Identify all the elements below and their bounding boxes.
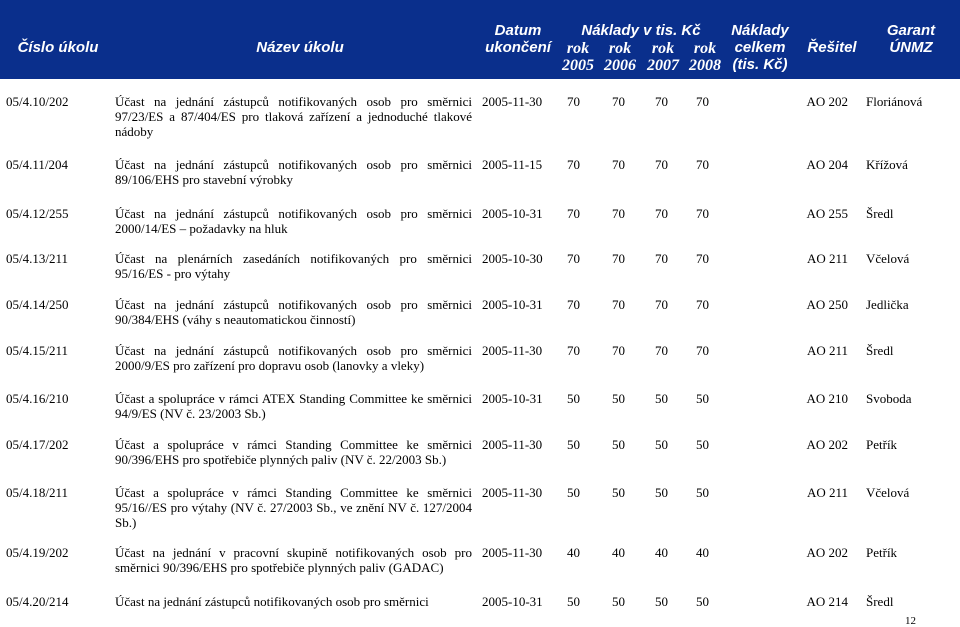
year-value: 2007: [647, 57, 679, 74]
cost-2006: 50: [612, 437, 625, 452]
header-year-2006: [598, 40, 642, 74]
completion-date: 2005-10-31: [482, 297, 543, 312]
task-number: 05/4.17/202: [6, 437, 69, 452]
task-number: 05/4.10/202: [6, 94, 69, 109]
task-name: Účast a spolupráce v rámci ATEX Standing Committee ke směrnici 94/9/ES (NV č. 23/2003 Sb.): [115, 391, 472, 421]
completion-date: 2005-10-31: [482, 594, 543, 609]
header-total-costs: [722, 22, 798, 73]
completion-date: 2005-11-30: [482, 545, 543, 560]
garant: Včelová: [866, 251, 910, 266]
total-line3: (tis. Kč): [732, 56, 788, 73]
garant-line2: ÚNMZ: [889, 39, 933, 56]
garant: Svoboda: [866, 391, 912, 406]
year-word: rok: [608, 40, 632, 57]
cost-2007: 70: [655, 297, 668, 312]
cost-2007: 70: [655, 94, 668, 109]
cost-2005: 50: [567, 485, 580, 500]
task-name: Účast na jednání zástupců notifikovaných osob pro směrnici 89/106/EHS pro stavební výrobky: [115, 157, 472, 187]
completion-date: 2005-11-30: [482, 94, 543, 109]
cost-2007: 50: [655, 391, 668, 406]
cost-2006: 50: [612, 485, 625, 500]
solver: AO 211: [806, 485, 848, 500]
garant: Křížová: [866, 157, 908, 172]
solver: AO 250: [806, 297, 848, 312]
total-line1: Náklady: [731, 22, 789, 39]
cost-2008: 50: [696, 485, 709, 500]
completion-date: 2005-10-30: [482, 251, 543, 266]
header-garant: [868, 22, 954, 56]
cost-2005: 70: [567, 206, 580, 221]
task-number: 05/4.16/210: [6, 391, 69, 406]
cost-2006: 70: [612, 157, 625, 172]
solver: AO 204: [806, 157, 848, 172]
cost-2008: 70: [696, 157, 709, 172]
year-value: 2008: [689, 57, 721, 74]
completion-date: 2005-11-30: [482, 437, 543, 452]
solver: AO 214: [806, 594, 848, 609]
cost-2005: 70: [567, 343, 580, 358]
cost-2008: 70: [696, 206, 709, 221]
cost-2005: 70: [567, 251, 580, 266]
task-name: Účast a spolupráce v rámci Standing Committee ke směrnici 95/16//ES pro výtahy (NV č. 27/2003 Sb., ve znění NV č. 127/2004 Sb.): [115, 485, 472, 530]
solver: AO 211: [806, 251, 848, 266]
task-number: 05/4.12/255: [6, 206, 69, 221]
task-number: 05/4.18/211: [6, 485, 68, 500]
cost-2007: 70: [655, 157, 668, 172]
cost-2006: 70: [612, 251, 625, 266]
year-word: rok: [693, 40, 717, 57]
header-date-line1: Datum: [494, 22, 542, 39]
cost-2008: 50: [696, 437, 709, 452]
task-name: Účast na jednání zástupců notifikovaných osob pro směrnici 90/384/EHS (váhy s neautomatickou činností): [115, 297, 472, 327]
cost-2005: 70: [567, 94, 580, 109]
completion-date: 2005-10-31: [482, 206, 543, 221]
cost-2008: 50: [696, 594, 709, 609]
cost-2007: 50: [655, 594, 668, 609]
cost-2008: 70: [696, 94, 709, 109]
header-year-2007: [641, 40, 685, 74]
task-name: Účast na jednání zástupců notifikovaných osob pro směrnici: [115, 594, 429, 609]
cost-2008: 70: [696, 343, 709, 358]
cost-2005: 70: [567, 297, 580, 312]
solver: AO 202: [806, 437, 848, 452]
task-number: 05/4.14/250: [6, 297, 69, 312]
garant: Petřík: [866, 437, 898, 452]
garant: Petřík: [866, 545, 898, 560]
cost-2006: 70: [612, 94, 625, 109]
task-name: Účast na jednání v pracovní skupině notifikovaných osob pro směrnici 90/396/EHS pro spotřebiče plynných paliv (GADAC): [115, 545, 472, 575]
solver: AO 211: [806, 343, 848, 358]
solver: AO 202: [806, 94, 848, 109]
garant: Floriánová: [866, 94, 923, 109]
header-costs-title: Náklady v tis. Kč: [581, 22, 701, 39]
header-task-name: Název úkolu: [256, 39, 344, 56]
page-number: 12: [905, 615, 916, 627]
header-date-line2: ukončení: [485, 39, 551, 56]
garant-line1: Garant: [886, 22, 936, 39]
cost-2007: 50: [655, 485, 668, 500]
year-value: 2006: [604, 57, 636, 74]
header-task-number: Číslo úkolu: [17, 39, 99, 56]
task-number: 05/4.20/214: [6, 594, 69, 609]
task-name: Účast na jednání zástupců notifikovaných osob pro směrnici 2000/9/ES pro zařízení pro dopravu osob (lanovky a vleky): [115, 343, 472, 373]
cost-2006: 70: [612, 297, 625, 312]
header-solver: Řešitel: [807, 39, 857, 56]
cost-2005: 50: [567, 391, 580, 406]
year-value: 2005: [562, 57, 594, 74]
task-number: 05/4.13/211: [6, 251, 68, 266]
task-name: Účast a spolupráce v rámci Standing Committee ke směrnici 90/396/EHS pro spotřebiče plynných paliv (NV č. 22/2003 Sb.): [115, 437, 472, 467]
cost-2005: 40: [567, 545, 580, 560]
cost-2007: 70: [655, 251, 668, 266]
header-year-2008: [683, 40, 727, 74]
cost-2006: 70: [612, 206, 625, 221]
cost-2007: 50: [655, 437, 668, 452]
table-header: [0, 0, 960, 79]
completion-date: 2005-10-31: [482, 391, 543, 406]
cost-2007: 70: [655, 343, 668, 358]
year-word: rok: [651, 40, 675, 57]
cost-2006: 50: [612, 391, 625, 406]
total-line2: celkem: [734, 39, 786, 56]
cost-2005: 70: [567, 157, 580, 172]
cost-2005: 50: [567, 437, 580, 452]
garant: Jedlička: [866, 297, 909, 312]
task-name: Účast na jednání zástupců notifikovaných osob pro směrnici 97/23/ES a 87/404/ES pro tlaková zařízení a jednoduché tlakové nádoby: [115, 94, 472, 139]
task-number: 05/4.15/211: [6, 343, 68, 358]
cost-2006: 40: [612, 545, 625, 560]
cost-2006: 70: [612, 343, 625, 358]
completion-date: 2005-11-15: [482, 157, 543, 172]
year-word: rok: [566, 40, 590, 57]
cost-2008: 50: [696, 391, 709, 406]
cost-2007: 70: [655, 206, 668, 221]
cost-2008: 70: [696, 251, 709, 266]
cost-2006: 50: [612, 594, 625, 609]
task-number: 05/4.11/204: [6, 157, 68, 172]
task-number: 05/4.19/202: [6, 545, 69, 560]
completion-date: 2005-11-30: [482, 485, 543, 500]
task-name: Účast na jednání zástupců notifikovaných osob pro směrnici 2000/14/ES – požadavky na hluk: [115, 206, 472, 236]
cost-2005: 50: [567, 594, 580, 609]
cost-2007: 40: [655, 545, 668, 560]
task-name: Účast na plenárních zasedáních notifikovaných pro směrnici 95/16/ES - pro výtahy: [115, 251, 472, 281]
completion-date: 2005-11-30: [482, 343, 543, 358]
header-year-2005: [556, 40, 600, 74]
solver: AO 210: [806, 391, 848, 406]
garant: Včelová: [866, 485, 910, 500]
solver: AO 202: [806, 545, 848, 560]
solver: AO 255: [806, 206, 848, 221]
garant: Šredl: [866, 206, 894, 221]
cost-2008: 40: [696, 545, 709, 560]
garant: Šredl: [866, 594, 894, 609]
header-completion-date: [476, 22, 560, 56]
cost-2008: 70: [696, 297, 709, 312]
garant: Šredl: [866, 343, 894, 358]
